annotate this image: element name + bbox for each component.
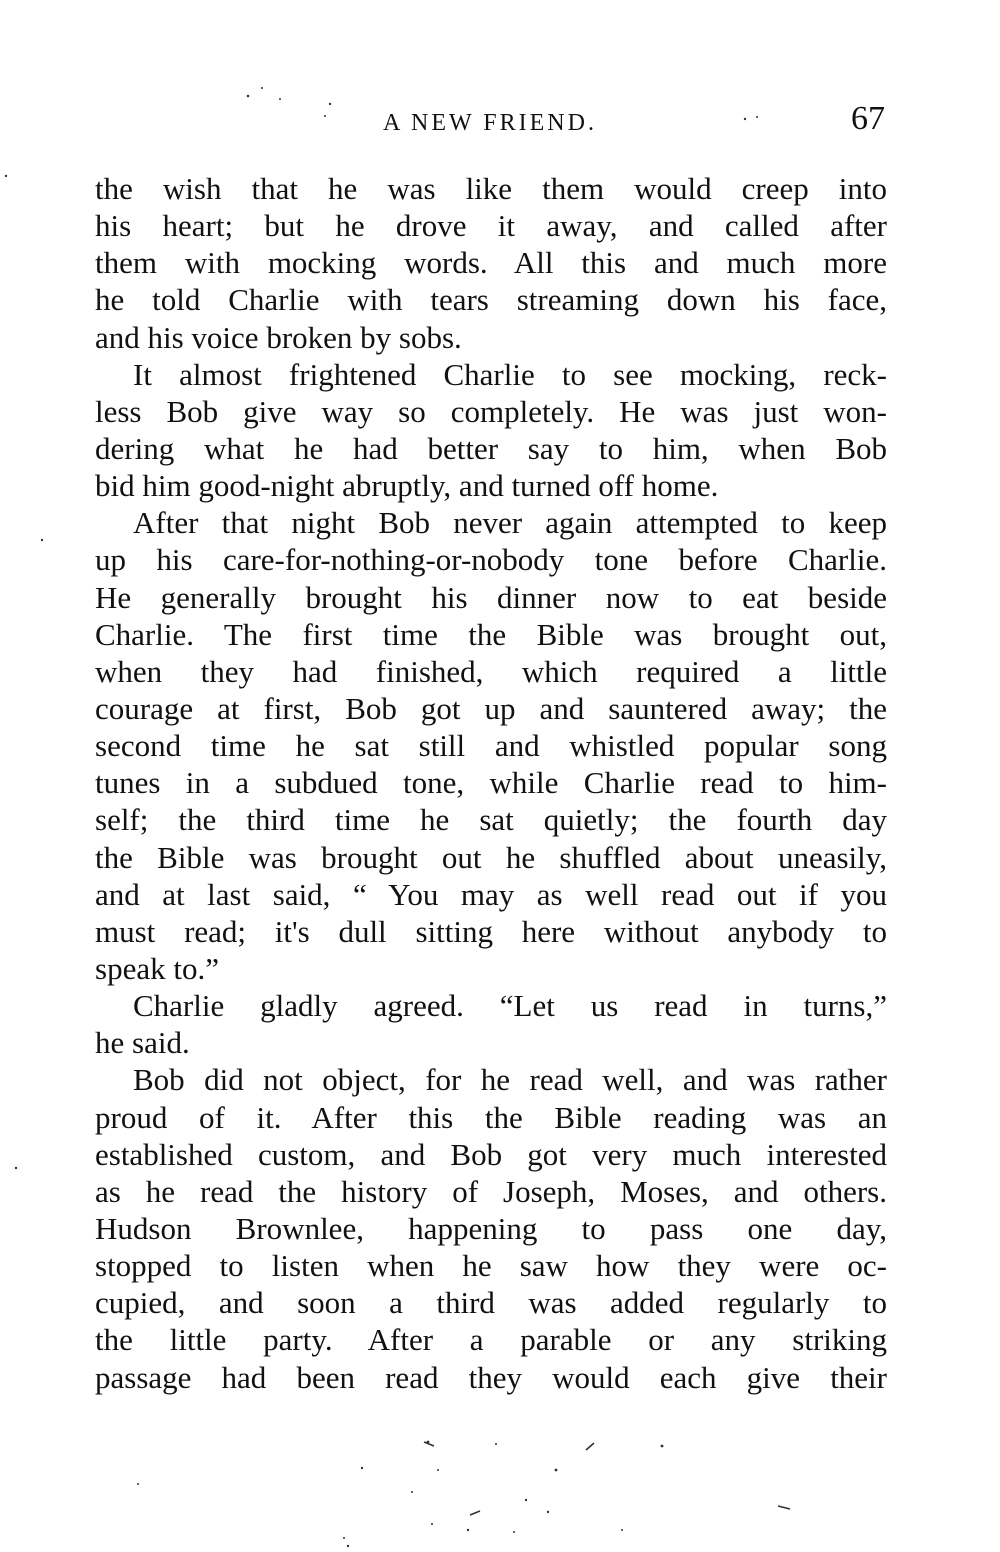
text-line: the Bible was brought out he shuffled about uneasily, <box>95 839 887 875</box>
text-line: bid him good-night abruptly, and turned off home. <box>95 468 719 504</box>
text-line: when they had finished, which required a little <box>95 653 887 689</box>
running-head <box>95 100 885 144</box>
text-line: second time he sat still and whistled popular song <box>95 728 887 764</box>
text-line: proud of it. After this the Bible reading was an <box>95 1099 887 1135</box>
text-line: must read; it's dull sitting here without anybody to <box>95 913 887 949</box>
paragraph-start-line: It almost frightened Charlie to see mocking, reck- <box>133 356 887 392</box>
running-title: A NEW FRIEND. <box>383 110 597 136</box>
text-line: and his voice broken by sobs. <box>95 319 462 355</box>
text-line: the little party. After a parable or any striking <box>95 1322 887 1358</box>
body-text <box>95 170 887 1396</box>
text-line: up his care-for-nothing-or-nobody tone before Charlie. <box>95 542 887 578</box>
text-line: Charlie. The first time the Bible was brought out, <box>95 616 887 652</box>
text-line: passage had been read they would each give their <box>95 1359 887 1395</box>
text-line: courage at first, Bob got up and sauntered away; the <box>95 690 887 726</box>
text-line: and at last said, “ You may as well read out if you <box>95 876 887 912</box>
text-line: cupied, and soon a third was added regularly to <box>95 1285 887 1321</box>
paragraph-start-line: Bob did not object, for he read well, and was rather <box>133 1062 887 1098</box>
text-line: less Bob give way so completely. He was just won- <box>95 393 887 429</box>
text-line: Hudson Brownlee, happening to pass one day, <box>95 1210 887 1246</box>
text-line: tunes in a subdued tone, while Charlie read to him- <box>95 765 887 801</box>
paragraph-start-line: After that night Bob never again attempted to keep <box>133 505 887 541</box>
text-line: established custom, and Bob got very much interested <box>95 1136 887 1172</box>
text-line: them with mocking words. All this and much more <box>95 245 887 281</box>
text-line: he said. <box>95 1025 190 1061</box>
text-line: as he read the history of Joseph, Moses, and others. <box>95 1173 887 1209</box>
text-line: dering what he had better say to him, when Bob <box>95 430 887 466</box>
text-line: his heart; but he drove it away, and called after <box>95 208 887 244</box>
text-line: the wish that he was like them would creep into <box>95 171 887 206</box>
text-line: self; the third time he sat quietly; the fourth day <box>95 802 887 838</box>
text-line: speak to.” <box>95 950 219 986</box>
page-number: 67 <box>851 100 885 137</box>
text-line: he told Charlie with tears streaming down his face, <box>95 282 887 318</box>
paragraph-start-line: Charlie gladly agreed. “Let us read in turns,” <box>133 988 887 1024</box>
text-line: He generally brought his dinner now to eat beside <box>95 579 887 615</box>
text-line: stopped to listen when he saw how they were oc- <box>95 1248 887 1284</box>
